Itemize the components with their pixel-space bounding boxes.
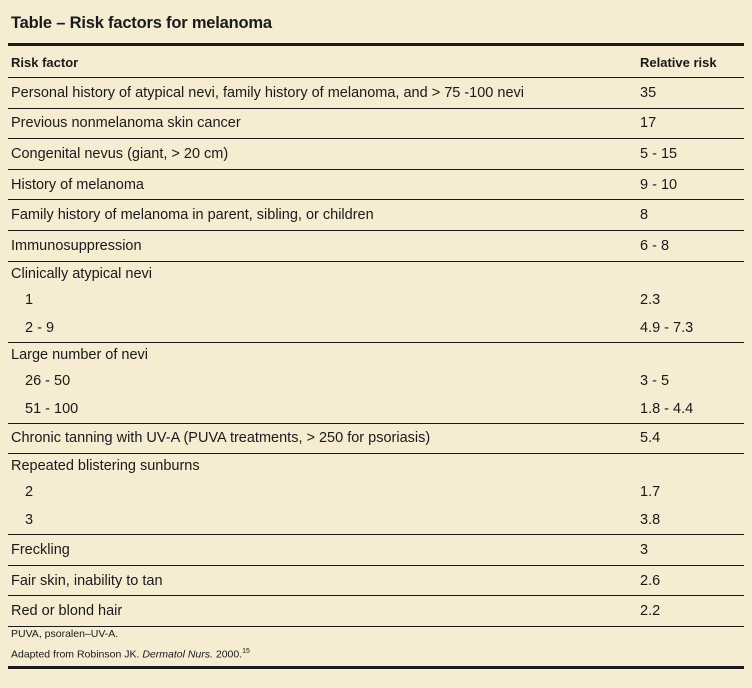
group-item-label: 3	[8, 506, 637, 535]
group-item-risk: 2.3	[640, 291, 661, 308]
risk-table	[8, 47, 744, 627]
group-label: Repeated blistering sunburns	[11, 458, 200, 475]
row-factor: Previous nonmelanoma skin cancer	[8, 108, 637, 139]
group-item-row	[8, 367, 744, 395]
reference-number: 15	[242, 648, 250, 655]
row-factor: Congenital nevus (giant, > 20 cm)	[8, 139, 637, 170]
table-row	[8, 565, 744, 596]
row-factor: Fair skin, inability to tan	[8, 565, 637, 596]
table-row	[8, 200, 744, 231]
row-risk: 3	[637, 535, 744, 566]
group-item-row	[8, 506, 744, 535]
source-note: Adapted from Robinson JK. Dermatol Nurs. 2000.15	[11, 648, 250, 661]
group-item-risk: 4.9 - 7.3	[637, 314, 744, 343]
row-factor: Freckling	[8, 535, 637, 566]
group-item-row	[8, 286, 744, 314]
group-item-risk: 3 - 5	[640, 372, 670, 389]
abbreviation-note: PUVA, psoralen–UV-A.	[11, 628, 119, 640]
row-risk: 8	[637, 200, 744, 231]
journal-name: Dermatol Nurs.	[142, 648, 213, 661]
row-risk: 17	[637, 108, 744, 139]
group-item-label: 2	[25, 484, 34, 501]
group-header-row	[8, 342, 744, 367]
table-footnotes	[11, 626, 250, 664]
group-item-row	[8, 395, 744, 424]
row-factor: Immunosuppression	[8, 230, 637, 261]
group-item-row	[8, 314, 744, 343]
row-factor: Chronic tanning with UV-A (PUVA treatments, > 250 for psoriasis)	[8, 423, 637, 454]
row-risk: 5.4	[637, 423, 744, 454]
row-risk: 2.2	[637, 596, 744, 627]
table-row	[8, 78, 744, 109]
group-label: Large number of nevi	[11, 346, 149, 363]
header-risk-factor: Risk factor	[8, 47, 637, 78]
header-row	[8, 47, 744, 78]
group-header-row	[8, 454, 744, 479]
row-risk: 35	[637, 78, 744, 109]
group-item-label: 2 - 9	[8, 314, 637, 343]
row-risk: 6 - 8	[637, 230, 744, 261]
row-factor: Personal history of atypical nevi, family history of melanoma, and > 75 -100 nevi	[8, 78, 637, 109]
table-row	[8, 169, 744, 200]
group-item-row	[8, 478, 744, 506]
group-item-risk: 1.7	[640, 484, 661, 501]
group-item-risk: 3.8	[637, 506, 744, 535]
group-item-risk: 1.8 - 4.4	[637, 395, 744, 424]
table-row	[8, 423, 744, 454]
top-rule	[8, 43, 744, 46]
group-item-label: 1	[25, 291, 34, 308]
row-factor: History of melanoma	[8, 169, 637, 200]
row-risk: 5 - 15	[637, 139, 744, 170]
header-relative-risk: Relative risk	[637, 47, 744, 78]
row-risk: 2.6	[637, 565, 744, 596]
group-label: Clinically atypical nevi	[11, 265, 153, 282]
group-header-row	[8, 261, 744, 286]
bottom-rule	[8, 666, 744, 669]
table-row	[8, 596, 744, 627]
table-row	[8, 108, 744, 139]
group-item-label: 51 - 100	[8, 395, 637, 424]
group-item-label: 26 - 50	[25, 372, 71, 389]
row-risk: 9 - 10	[637, 169, 744, 200]
table-row	[8, 535, 744, 566]
table-title: Table – Risk factors for melanoma	[11, 14, 272, 32]
row-factor: Red or blond hair	[8, 596, 637, 627]
row-factor: Family history of melanoma in parent, sibling, or children	[8, 200, 637, 231]
table-row	[8, 230, 744, 261]
table-row	[8, 139, 744, 170]
